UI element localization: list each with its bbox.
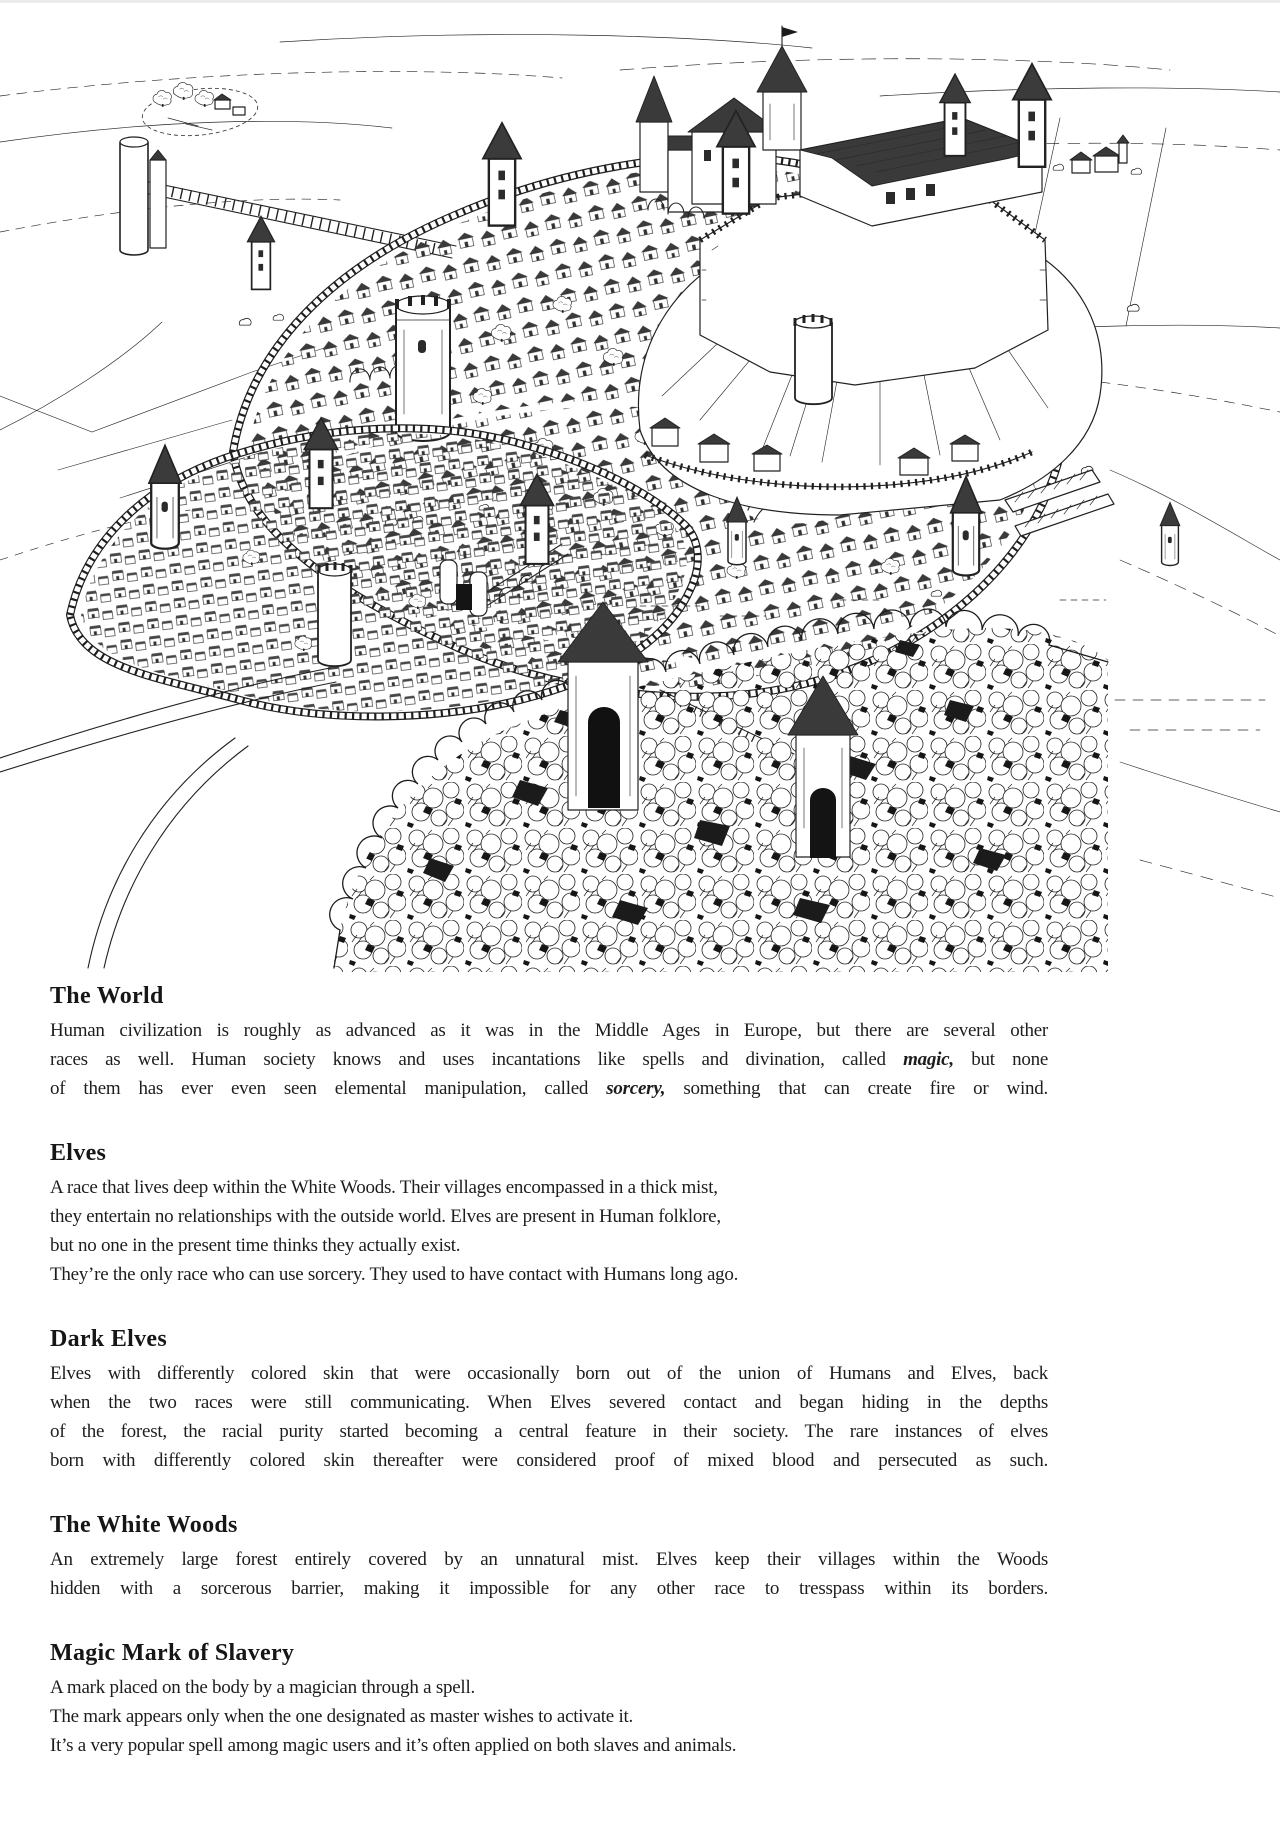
paragraph-line: A mark placed on the body by a magician through a spell. xyxy=(50,1677,475,1698)
hilltop-castle xyxy=(636,26,1102,515)
text-run: races as well. Human society knows and uses incantations like spells and divination, called xyxy=(50,1049,904,1070)
paragraph-line xyxy=(50,1045,1048,1074)
worldbuilding-text xyxy=(50,982,1048,1760)
paragraph-line: born with differently colored skin thereafter were considered proof of mixed blood and persecuted as such. xyxy=(50,1450,1048,1471)
lower-town-nw-tower xyxy=(149,445,181,549)
text-run: something that can create fire or wind. xyxy=(665,1078,1048,1099)
paragraph-line: but no one in the present time thinks they actually exist. xyxy=(50,1235,461,1256)
nw-round-tower xyxy=(396,295,450,441)
castle-ranges xyxy=(800,118,1042,226)
paragraph-line: when the two races were still communicating. When Elves severed contact and began hiding in the depths xyxy=(50,1392,1048,1413)
paragraph-line: It’s a very popular spell among magic users and it’s often applied on both slaves and animals. xyxy=(50,1735,737,1756)
paragraph-line: An extremely large forest entirely covered by an unnatural mist. Elves keep their villages within the Woods xyxy=(50,1549,1048,1570)
paragraph-line: A race that lives deep within the White Woods. Their villages encompassed in a thick mist, xyxy=(50,1177,718,1198)
section-heading-the-world: The World xyxy=(50,983,164,1009)
paragraph-line: hidden with a sorcerous barrier, making it impossible for any other race to tresspass within its borders. xyxy=(50,1578,1048,1599)
castle-round-turret xyxy=(795,314,832,404)
section-heading-dark-elves: Dark Elves xyxy=(50,1326,167,1352)
section-white-woods xyxy=(50,1511,1048,1603)
castle-square-tower xyxy=(1013,64,1051,167)
lower-town-flat-tower xyxy=(318,562,351,666)
section-dark-elves xyxy=(50,1325,1048,1475)
ne-tower xyxy=(940,74,970,156)
hamlet xyxy=(140,82,260,140)
paragraph-line xyxy=(50,1016,1048,1045)
text-run: of them has ever even seen elemental manipulation, called xyxy=(50,1078,607,1099)
paragraph-line xyxy=(50,1074,1048,1103)
nw-corner-tower xyxy=(247,216,274,289)
section-magic-mark xyxy=(50,1639,1048,1760)
paragraph-line: of the forest, the racial purity started becoming a central feature in their society. The rare instances of elves xyxy=(50,1421,1048,1442)
far-east-tower xyxy=(1160,503,1180,566)
paragraph-line: Elves with differently colored skin that were occasionally born out of the union of Humans and Elves, back xyxy=(50,1363,1048,1384)
emphasis-magic: magic, xyxy=(903,1049,954,1070)
keep-flag xyxy=(782,27,798,37)
farmstead xyxy=(1053,135,1142,174)
section-heading-white-woods: The White Woods xyxy=(50,1512,238,1538)
text-run: Human civilization is roughly as advanced as it was in the Middle Ages in Europe, but there are several other xyxy=(50,1020,1048,1041)
paragraph-line: they entertain no relationships with the outside world. Elves are present in Human folklore, xyxy=(50,1206,721,1227)
scan-edge-artifact xyxy=(0,0,1280,3)
section-heading-elves: Elves xyxy=(50,1140,107,1166)
section-heading-magic-mark: Magic Mark of Slavery xyxy=(50,1640,295,1666)
paragraph-line: They’re the only race who can use sorcery. They used to have contact with Humans long ago. xyxy=(50,1264,739,1285)
text-run: but none xyxy=(953,1049,1048,1070)
section-elves xyxy=(50,1139,1048,1289)
section-the-world xyxy=(50,982,1048,1103)
castle-keep xyxy=(757,26,807,150)
north-tower-1 xyxy=(483,123,521,226)
emphasis-sorcery: sorcery, xyxy=(606,1078,666,1099)
paragraph-line: The mark appears only when the one designated as master wishes to activate it. xyxy=(50,1706,634,1727)
